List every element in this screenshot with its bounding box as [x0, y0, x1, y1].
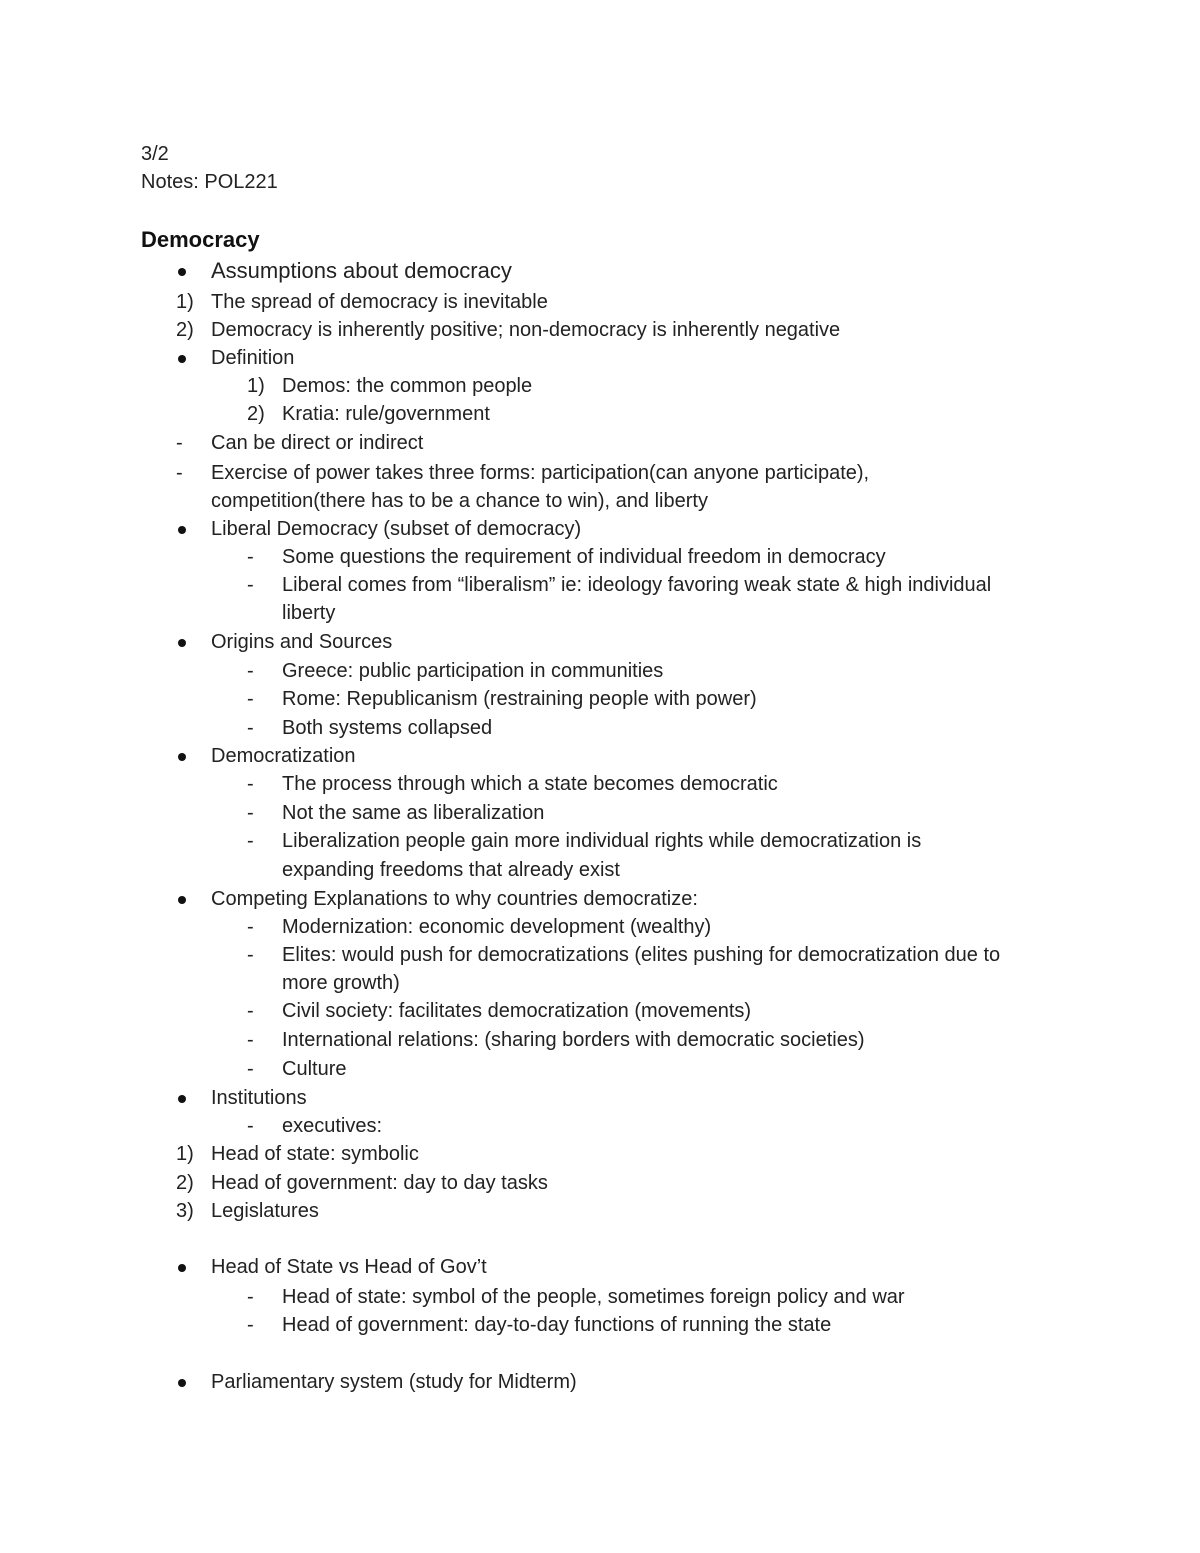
number-marker: 1) [176, 291, 194, 313]
number-marker: 1) [247, 375, 265, 397]
sub-item: Rome: Republicanism (restraining people with power) [282, 688, 757, 710]
sub-item-continued: more growth) [282, 972, 400, 994]
bullet-icon [178, 355, 186, 363]
number-marker: 2) [176, 1172, 194, 1194]
note-item: Can be direct or indirect [211, 432, 424, 454]
bullet-competing-explanations: Competing Explanations to why countries democratize: [211, 888, 698, 910]
sub-item: Liberalization people gain more individual rights while democratization is [282, 830, 922, 852]
bullet-assumptions: Assumptions about democracy [211, 258, 512, 283]
dash-marker: - [247, 717, 254, 739]
dash-marker: - [247, 916, 254, 938]
sub-item: Civil society: facilitates democratization (movements) [282, 1000, 752, 1022]
sub-item: Elites: would push for democratizations (elites pushing for democratization due to [282, 944, 1001, 966]
bullet-icon [178, 639, 186, 647]
sub-item: International relations: (sharing borders with democratic societies) [282, 1029, 865, 1051]
sub-item: Head of state: symbol of the people, sometimes foreign policy and war [282, 1286, 905, 1308]
dash-marker: - [247, 688, 254, 710]
sub-item-continued: liberty [282, 602, 336, 624]
bullet-icon [178, 1379, 186, 1387]
sub-item: Culture [282, 1058, 347, 1080]
note-item: Exercise of power takes three forms: participation(can anyone participate), [211, 462, 870, 484]
bullet-icon [178, 526, 186, 534]
dash-marker: - [176, 432, 183, 454]
dash-marker: - [247, 1058, 254, 1080]
dash-marker: - [247, 1115, 254, 1137]
dash-marker: - [247, 773, 254, 795]
sub-item: Liberal comes from “liberalism” ie: ideology favoring weak state & high individual [282, 574, 992, 596]
sub-item: Head of government: day-to-day functions of running the state [282, 1314, 832, 1336]
note-course: Notes: POL221 [141, 171, 278, 193]
institution-item: Head of government: day to day tasks [211, 1172, 548, 1194]
dash-marker: - [247, 660, 254, 682]
dash-marker: - [247, 802, 254, 824]
bullet-parliamentary: Parliamentary system (study for Midterm) [211, 1371, 577, 1393]
bullet-icon [178, 1095, 186, 1103]
institution-item: Head of state: symbolic [211, 1143, 419, 1165]
dash-marker: - [247, 1314, 254, 1336]
dash-marker: - [247, 546, 254, 568]
sub-item: Both systems collapsed [282, 717, 493, 739]
sub-item: Some questions the requirement of individual freedom in democracy [282, 546, 886, 568]
dash-marker: - [247, 944, 254, 966]
bullet-origins: Origins and Sources [211, 631, 393, 653]
bullet-institutions: Institutions [211, 1087, 307, 1109]
section-title: Democracy [141, 227, 260, 252]
note-date: 3/2 [141, 143, 169, 165]
bullet-icon [178, 268, 186, 276]
assumption-item: Democracy is inherently positive; non-democracy is inherently negative [211, 319, 841, 341]
dash-marker: - [247, 830, 254, 852]
bullet-liberal-democracy: Liberal Democracy (subset of democracy) [211, 518, 582, 540]
dash-marker: - [247, 1286, 254, 1308]
bullet-icon [178, 1264, 186, 1272]
bullet-icon [178, 753, 186, 761]
sub-item: The process through which a state becomes democratic [282, 773, 778, 795]
sub-item: Not the same as liberalization [282, 802, 545, 824]
definition-item: Kratia: rule/government [282, 403, 490, 425]
note-item-continued: competition(there has to be a chance to win), and liberty [211, 490, 708, 512]
number-marker: 2) [247, 403, 265, 425]
bullet-democratization: Democratization [211, 745, 356, 767]
number-marker: 1) [176, 1143, 194, 1165]
dash-marker: - [176, 462, 183, 484]
bullet-hos-vs-hog: Head of State vs Head of Gov’t [211, 1256, 487, 1278]
number-marker: 3) [176, 1200, 194, 1222]
sub-item: executives: [282, 1115, 383, 1137]
dash-marker: - [247, 1029, 254, 1051]
assumption-item: The spread of democracy is inevitable [211, 291, 548, 313]
institution-item: Legislatures [211, 1200, 319, 1222]
number-marker: 2) [176, 319, 194, 341]
dash-marker: - [247, 1000, 254, 1022]
bullet-definition: Definition [211, 347, 295, 369]
bullet-icon [178, 896, 186, 904]
sub-item: Modernization: economic development (wealthy) [282, 916, 712, 938]
dash-marker: - [247, 574, 254, 596]
sub-item-continued: expanding freedoms that already exist [282, 859, 620, 881]
definition-item: Demos: the common people [282, 375, 533, 397]
sub-item: Greece: public participation in communities [282, 660, 664, 682]
